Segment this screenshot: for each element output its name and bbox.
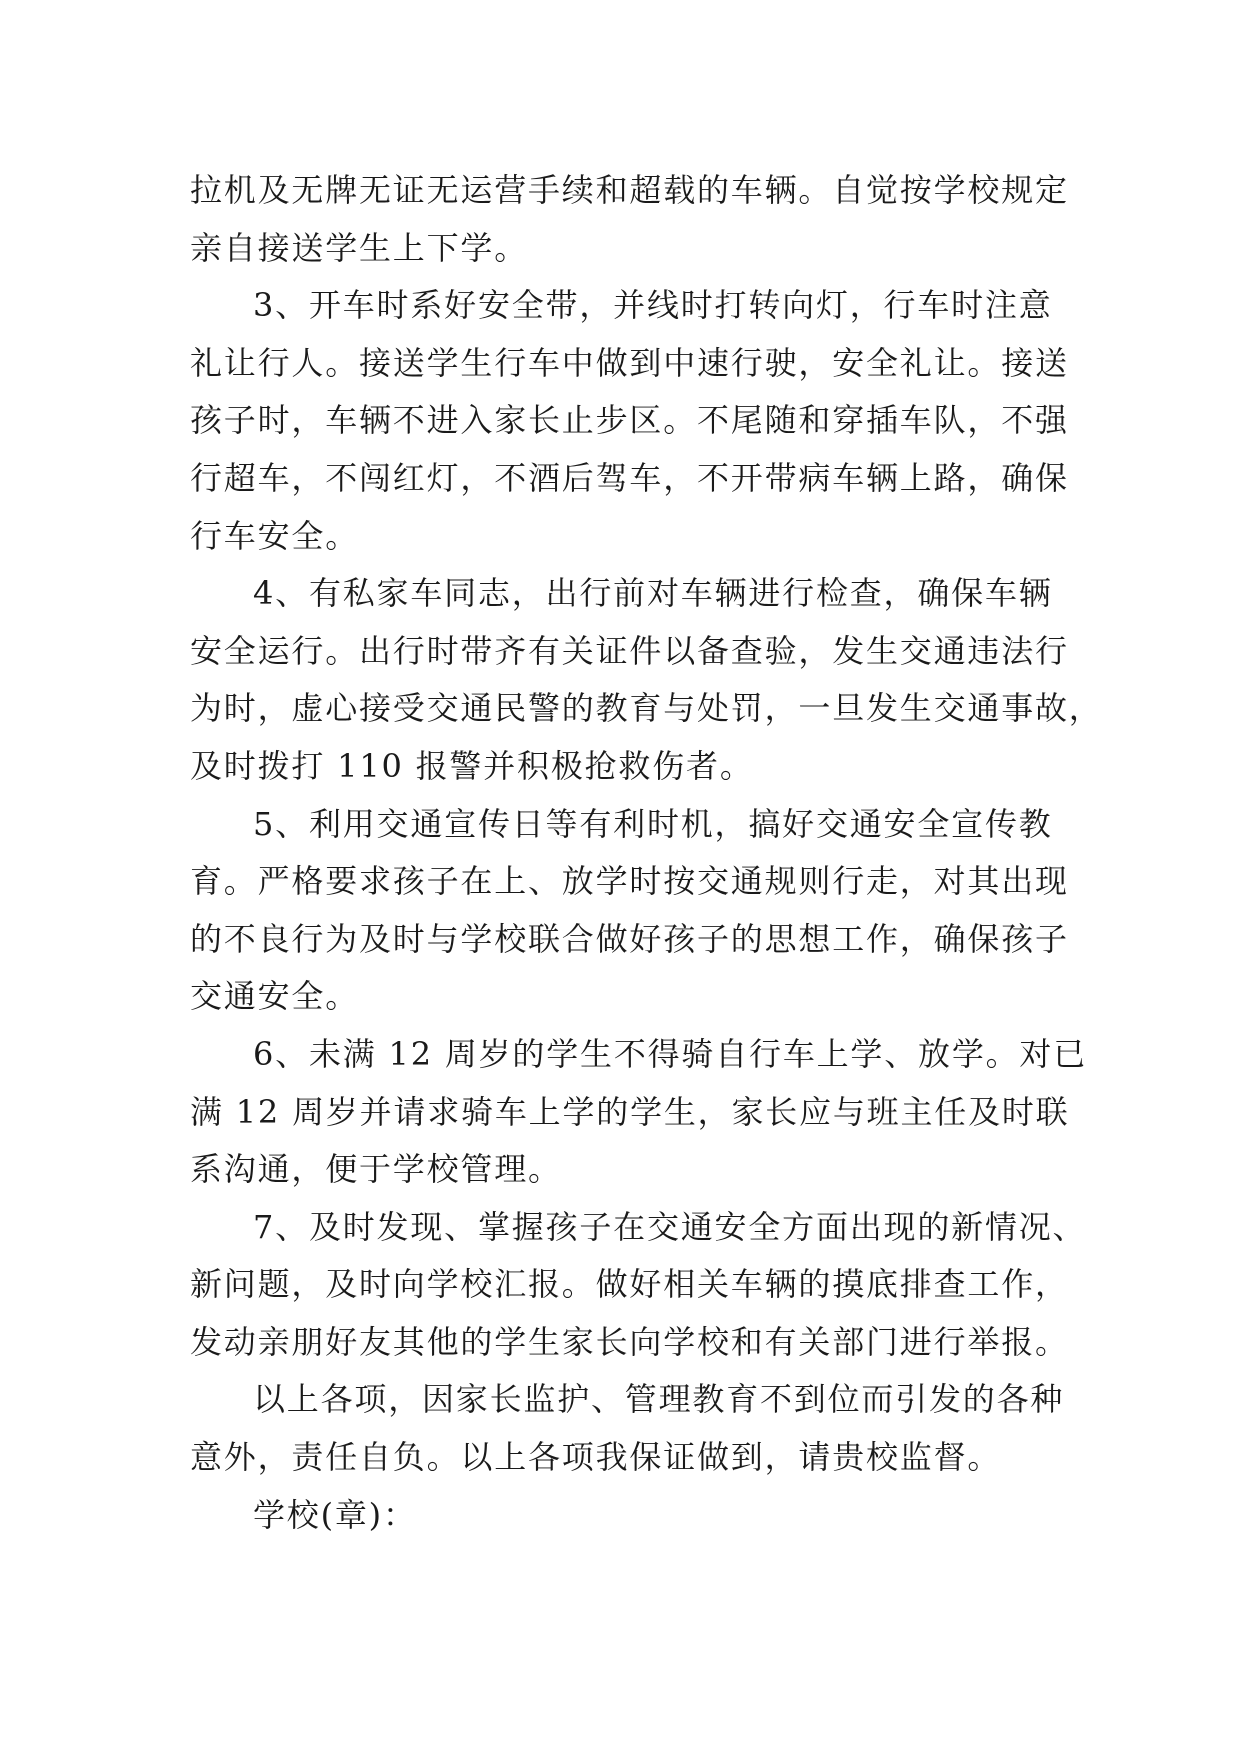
- text-line: 及时拨打 110 报警并积极抢救伤者。: [190, 746, 754, 785]
- closing-paragraph-start: 以上各项，因家长监护、管理教育不到位而引发的各种: [253, 1380, 1065, 1419]
- document-body: [190, 162, 1103, 1544]
- text-line: 孩子时，车辆不进入家长止步区。不尾随和穿插车队，不强: [190, 401, 1069, 440]
- text-line: 为时，虚心接受交通民警的教育与处罚，一旦发生交通事故，: [190, 689, 1103, 728]
- text-line: 拉机及无牌无证无运营手续和超载的车辆。自觉按学校规定: [190, 171, 1069, 209]
- text-line: 的不良行为及时与学校联合做好孩子的思想工作，确保孩子: [190, 919, 1069, 958]
- text-line: 礼让行人。接送学生行车中做到中速行驶，安全礼让。接送: [190, 343, 1069, 382]
- paragraph-6-start: 6、未满 12 周岁的学生不得骑自行车上学、放学。对已: [253, 1034, 1088, 1073]
- text-line: 满 12 周岁并请求骑车上学的学生，家长应与班主任及时联: [190, 1092, 1070, 1131]
- text-line: 亲自接送学生上下学。: [190, 228, 529, 267]
- paragraph-7-start: 7、及时发现、掌握孩子在交通安全方面出现的新情况、: [253, 1207, 1087, 1246]
- paragraph-5-start: 5、利用交通宣传日等有利时机，搞好交通安全宣传教: [253, 804, 1053, 843]
- text-line: 行超车，不闯红灯，不酒后驾车，不开带病车辆上路，确保: [190, 458, 1069, 497]
- text-line: 安全运行。出行时带齐有关证件以备查验，发生交通违法行: [190, 631, 1069, 670]
- text-line: 发动亲朋好友其他的学生家长向学校和有关部门进行举报。: [190, 1322, 1069, 1361]
- paragraph-3-start: 3、开车时系好安全带，并线时打转向灯，行车时注意: [253, 286, 1053, 325]
- school-seal-label: 学校(章)：: [253, 1495, 417, 1534]
- text-line: 意外，责任自负。以上各项我保证做到，请贵校监督。: [190, 1438, 1002, 1477]
- text-line: 新问题，及时向学校汇报。做好相关车辆的摸底排查工作，: [190, 1265, 1069, 1304]
- text-line: 交通安全。: [190, 977, 360, 1016]
- text-line: 育。严格要求孩子在上、放学时按交通规则行走，对其出现: [190, 862, 1069, 901]
- paragraph-4-start: 4、有私家车同志，出行前对车辆进行检查，确保车辆: [253, 574, 1053, 613]
- text-line: 行车安全。: [190, 516, 360, 555]
- text-line: 系沟通，便于学校管理。: [190, 1150, 562, 1189]
